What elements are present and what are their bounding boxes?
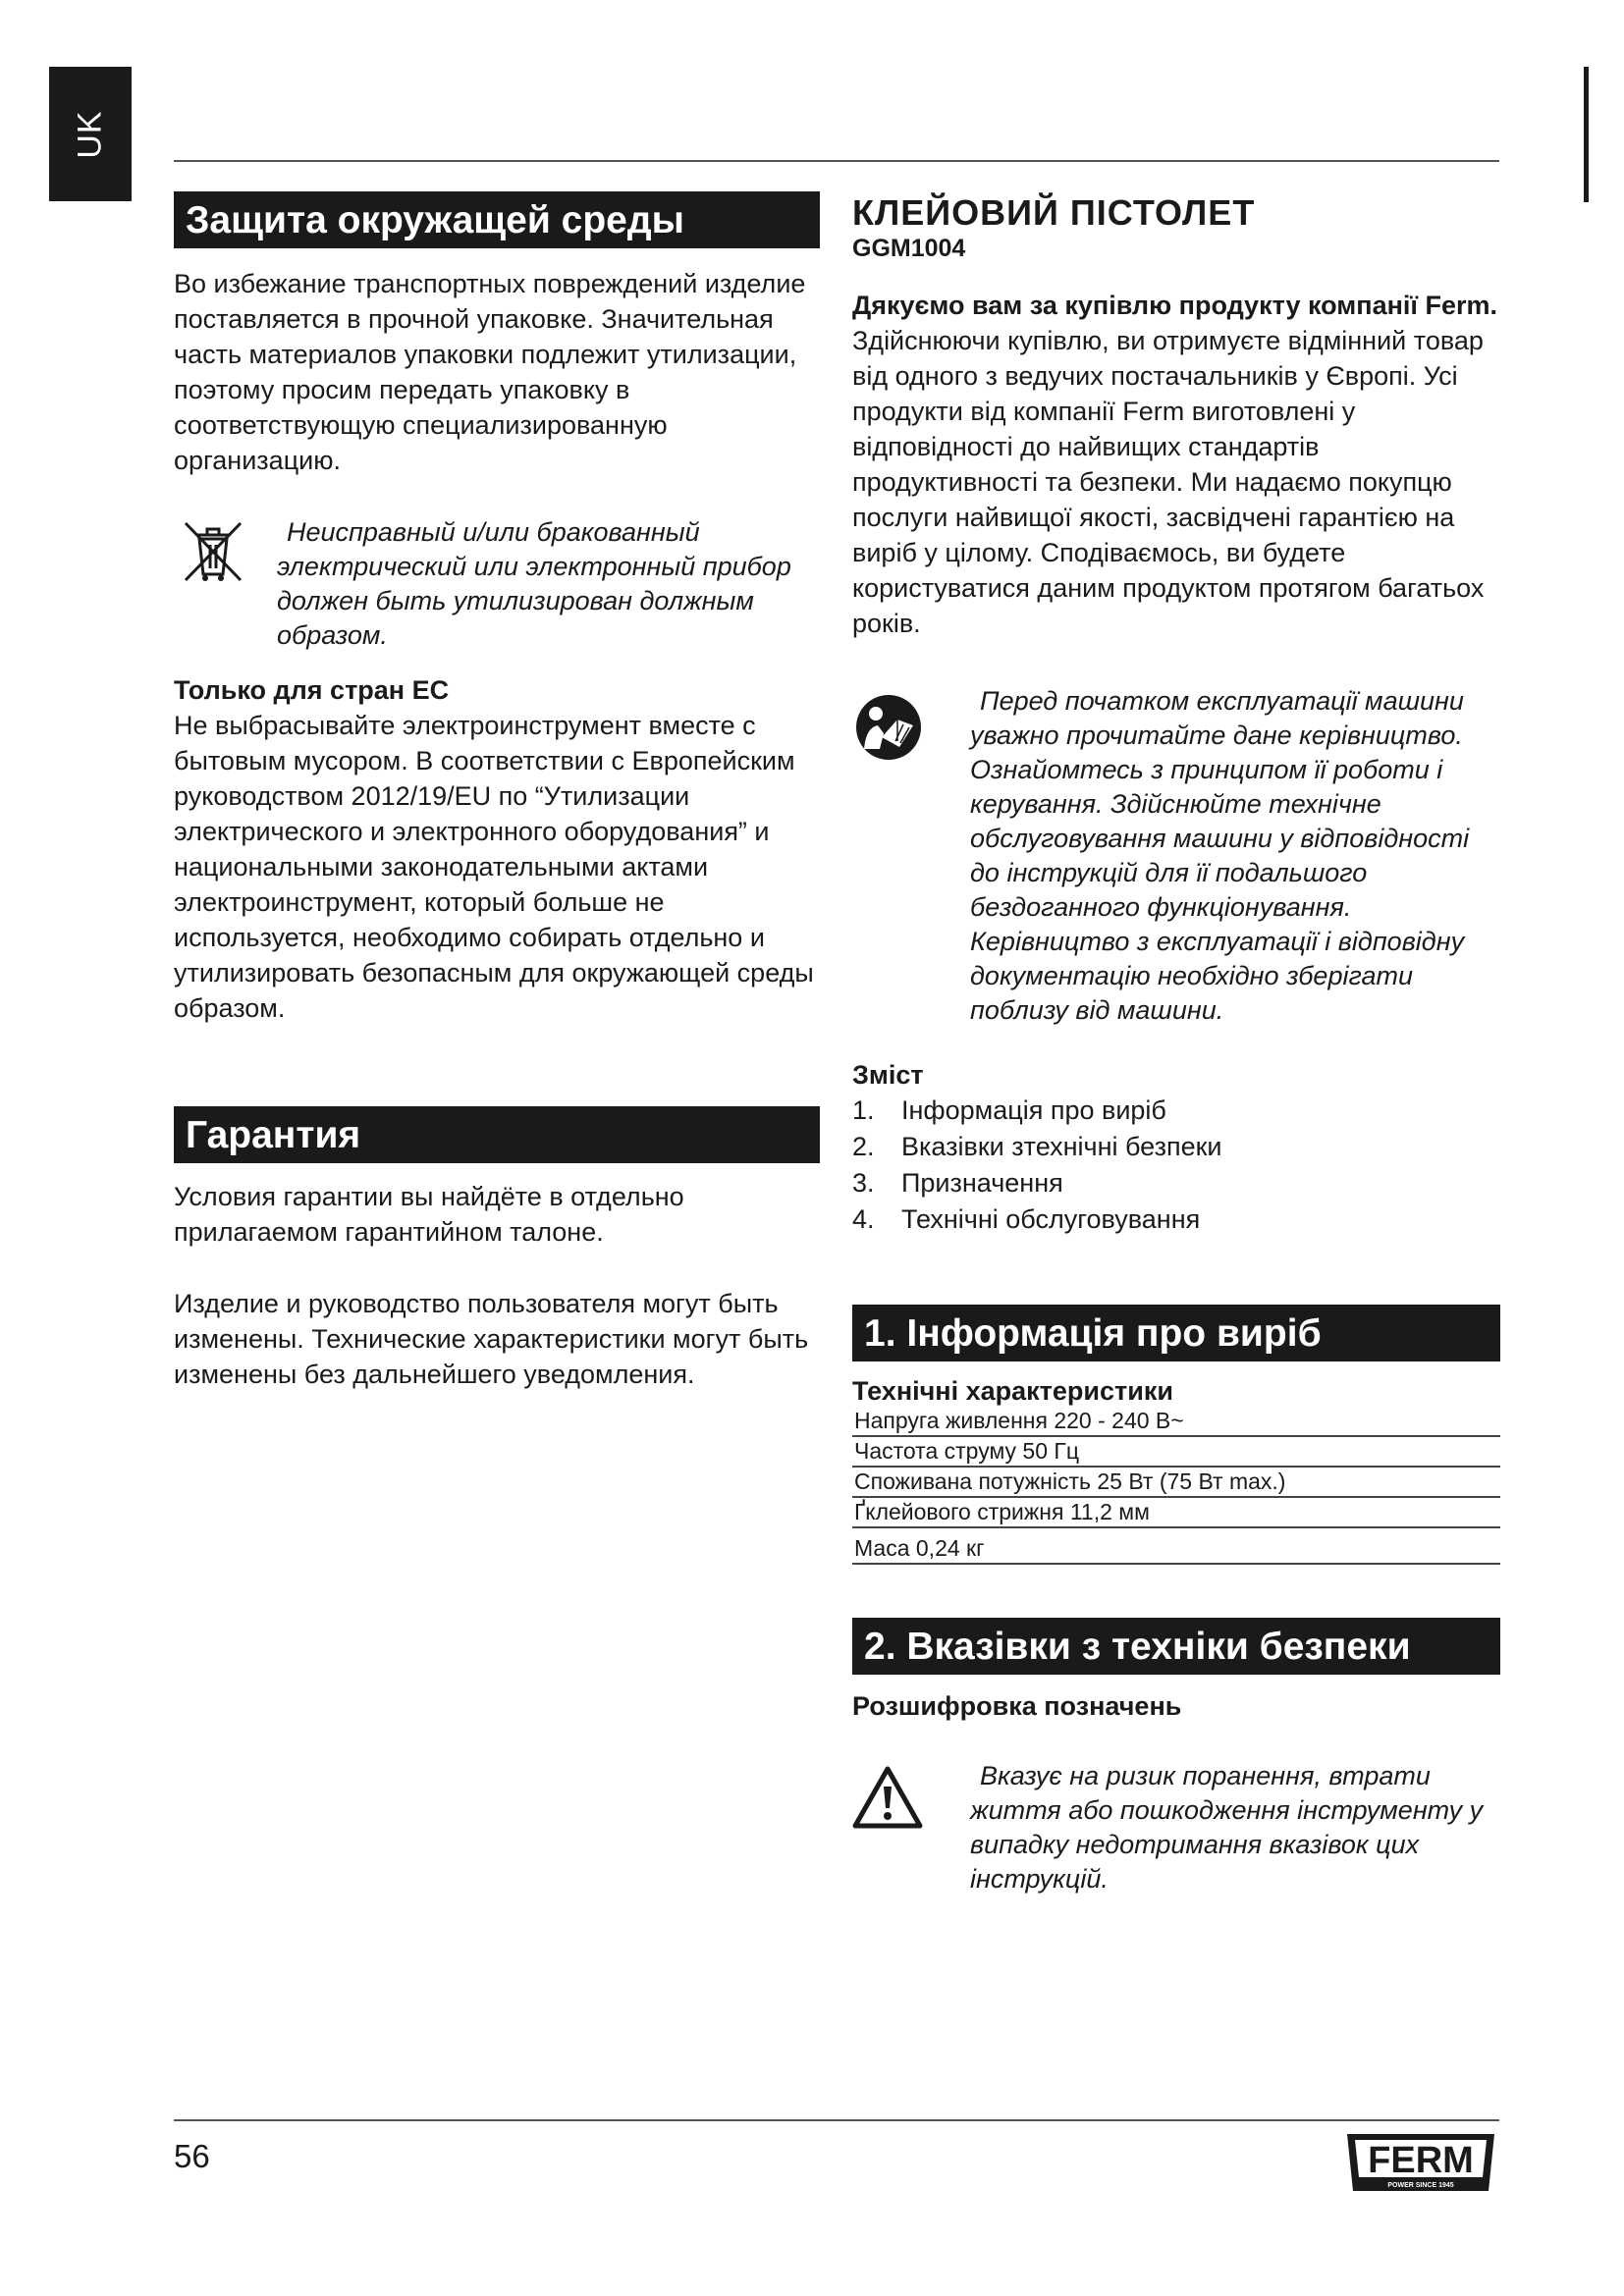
left-column	[174, 191, 820, 1392]
footer-divider	[174, 2119, 1499, 2121]
spec-row: Маса 0,24 кг	[852, 1528, 1500, 1565]
page-number: 56	[174, 2138, 210, 2174]
weee-note	[174, 515, 820, 653]
warning-note	[852, 1759, 1500, 1896]
warranty-text-1: Условия гарантии вы найдёте в отдельно прилагаемом гарантийном талоне.	[174, 1182, 684, 1247]
contents-heading: Зміст	[852, 1060, 924, 1090]
warranty-heading: Гарантия	[174, 1106, 820, 1163]
spec-row: Ґклейового стрижня 11,2 мм	[852, 1498, 1500, 1528]
specs-heading: Технічні характеристики	[852, 1376, 1173, 1406]
read-manual-text: Перед початком експлуатації машини уважно прочитайте дане керівництво. Ознайомтесь з принципом її роботи і керування. Здійснюйте технічне обслуговування машини у відповідності до інструкцій для її подальшого бездоганного функціонування. Керівництво з експлуатації і відповідну документацію необхідно зберігати поблизу від машини.	[970, 686, 1470, 1025]
ferm-logo	[1341, 2130, 1500, 2195]
spec-row: Напруга живлення 220 - 240 В~	[852, 1407, 1500, 1437]
crossed-bin-icon	[182, 519, 244, 584]
warranty-text-2: Изделие и руководство пользователя могут быть изменены. Технические характеристики могут быть изменены без дальнейшего уведомления.	[174, 1289, 809, 1389]
weee-note-text: Неисправный и/или бракованный электрический или электронный прибор должен быть утилизирован должным образом.	[277, 517, 791, 650]
spec-row: Споживана потужність 25 Вт (75 Вт max.)	[852, 1468, 1500, 1498]
eu-only-heading: Только для стран ЕС	[174, 675, 450, 705]
header-divider	[174, 160, 1499, 162]
logo-wordmark: FERM	[1368, 2140, 1474, 2181]
symbols-legend-heading: Розшифровка позначень	[852, 1691, 1182, 1721]
right-column	[852, 191, 1500, 1896]
contents-item: 2. Вказівки зтехнічні безпеки	[852, 1132, 1222, 1161]
language-tab-label: UK	[71, 109, 109, 159]
environment-text: Во избежание транспортных повреждений изделие поставляется в прочной упаковке. Значительная часть материалов упаковки подлежит утилизации, поэтому просим передать упаковку в соответствующую специализированную организацию.	[174, 269, 806, 475]
spec-row: Частота струму 50 Гц	[852, 1437, 1500, 1468]
contents-list	[852, 1093, 1500, 1238]
logo-tagline: POWER SINCE 1945	[1387, 2182, 1454, 2189]
page-edge-marker	[1584, 67, 1589, 202]
intro-text: Здійснюючи купівлю, ви отримуєте відмінний товар від одного з ведучих постачальників у Європі. Усі продукти від компанії Ferm виготовлені у відповідності до найвищих стандартів продуктивності та безпеки. Ми надаємо покупцю послуги найвищої якості, засвідчені гарантією на виріб у цілому. Сподіваємось, ви будете користуватися даним продуктом протягом багатьох років.	[852, 326, 1485, 638]
safety-heading: 2. Вказівки з техніки безпеки	[852, 1618, 1500, 1675]
warning-note-text: Вказує на ризик поранення, втрати життя або пошкодження інструменту у випадку недотримання вказівок цих інструкцій.	[970, 1761, 1484, 1894]
product-info-heading: 1. Інформація про виріб	[852, 1305, 1500, 1362]
environment-heading: Защита окружащей среды	[174, 191, 820, 248]
intro-paragraph	[852, 288, 1500, 641]
model-number: GGM1004	[852, 235, 966, 262]
warning-triangle-icon	[852, 1765, 923, 1830]
contents-item: 3. Призначення	[852, 1168, 1063, 1198]
read-manual-note	[852, 684, 1500, 1028]
read-manual-icon	[854, 692, 923, 763]
eu-disposal-text: Не выбрасывайте электроинструмент вместе с бытовым мусором. В соответствии с Европейским руководством 2012/19/EU по “Утилизации электрического и электронного оборудования” и национальными законодательными актами электроинструмент, который больше не используется, необходимо собирать отдельно и утилизировать безопасным для окружающей среды образом.	[174, 711, 814, 1023]
contents-item: 1. Інформація про виріб	[852, 1095, 1166, 1125]
language-tab	[49, 67, 132, 201]
contents-item: 4. Технічні обслуговування	[852, 1204, 1201, 1234]
specs-table	[852, 1407, 1500, 1565]
product-title: КЛЕЙОВИЙ ПІСТОЛЕТ	[852, 192, 1256, 233]
intro-bold: Дякуємо вам за купівлю продукту компанії Ferm.	[852, 291, 1498, 320]
